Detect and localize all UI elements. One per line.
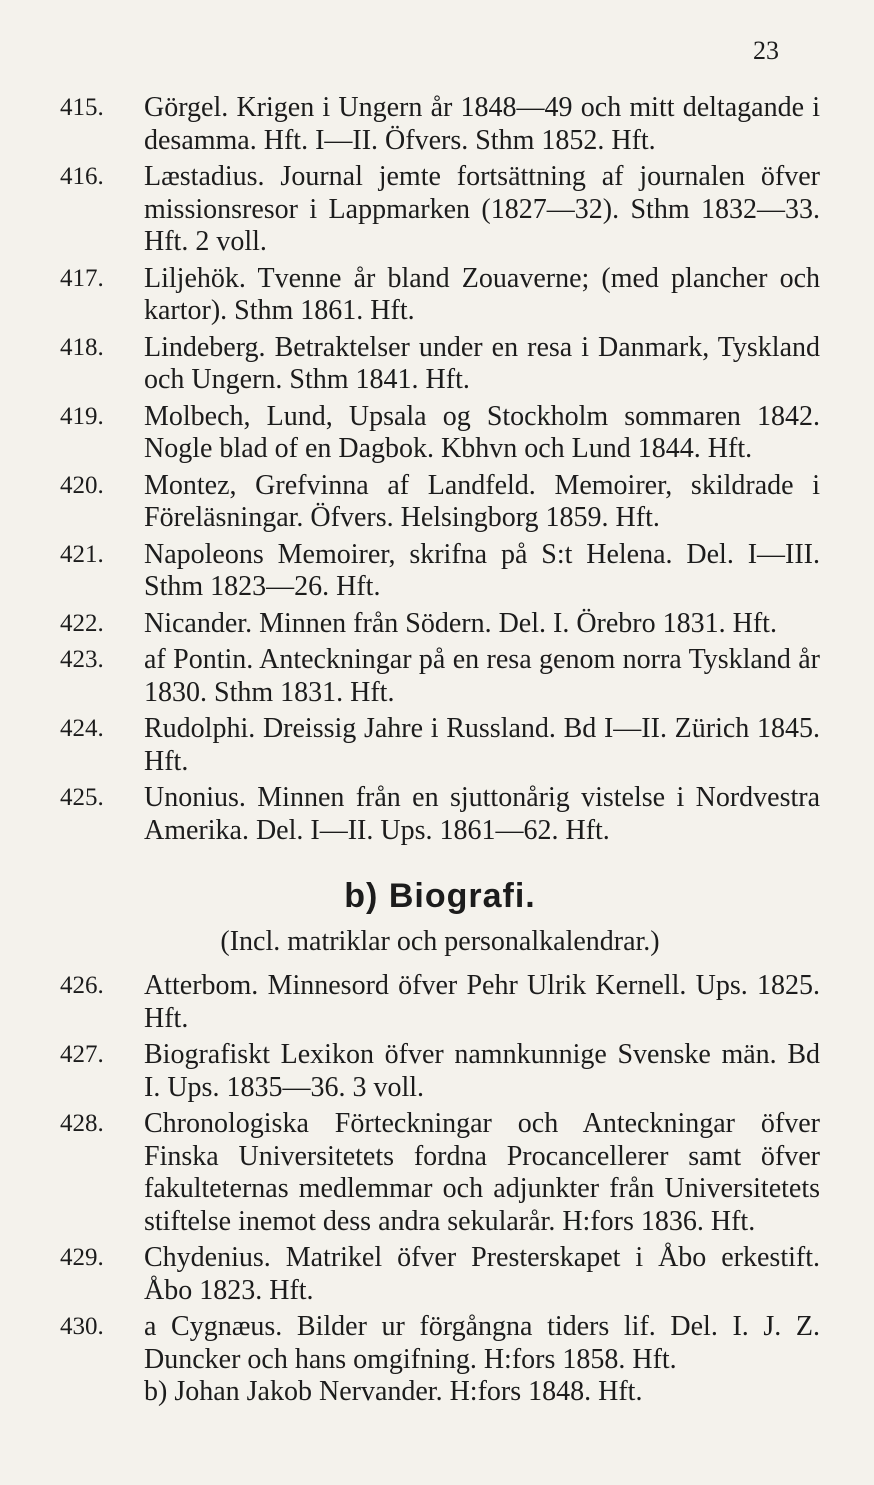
entry-number: 422.	[60, 609, 104, 637]
entry-text: Görgel. Krigen i Ungern år 1848—49 och mitt deltagande i desamma. Hft. I—II. Öfvers. Sthm 1852. Hft.	[144, 92, 820, 156]
catalog-entry	[60, 970, 820, 1035]
catalog-entry	[60, 470, 820, 535]
entry-number: 416.	[60, 163, 104, 190]
entry-text-block	[144, 608, 820, 641]
catalog-entry	[60, 608, 820, 641]
entry-text: Napoleons Memoirer, skrifna på S:t Helena. Del. I—III. Sthm 1823—26. Hft.	[144, 538, 820, 602]
catalog-entry	[60, 263, 820, 328]
entry-text-block	[144, 1108, 820, 1238]
entry-text: Nicander. Minnen från Södern. Del. I. Örebro 1831. Hft.	[144, 607, 777, 639]
entry-text-block	[144, 713, 820, 778]
catalog-entry	[60, 92, 820, 157]
entry-number: 417.	[60, 264, 104, 292]
entry-text: Liljehök. Tvenne år bland Zouaverne; (med plancher och kartor). Sthm 1861. Hft.	[144, 262, 820, 326]
entry-text-block	[144, 332, 820, 397]
catalog-entry	[60, 401, 820, 466]
entries-travel	[60, 92, 820, 847]
entry-text: Unonius. Minnen från en sjuttonårig vistelse i Nordvestra Amerika. Del. I—II. Ups. 1861—62. Hft.	[144, 782, 820, 846]
entry-text: Læstadius. Journal jemte fortsättning af journalen öfver missionsresor i Lappmarken (1827—32). Sthm 1832—33. Hft. 2 voll.	[144, 161, 820, 257]
entry-text: Biografiskt Lexikon öfver namnkunnige Svenske män. Bd I. Ups. 1835—36. 3 voll.	[144, 1039, 820, 1103]
catalog-entry	[60, 1039, 820, 1104]
entry-text-block	[144, 644, 820, 709]
entries-biography	[60, 970, 820, 1409]
catalog-entry	[60, 644, 820, 709]
entry-text-block	[144, 263, 820, 328]
page-number: 23	[753, 36, 779, 65]
entry-number: 419.	[60, 402, 104, 430]
entry-text-block	[144, 1311, 820, 1409]
entry-number: 415.	[60, 94, 104, 121]
section-heading: b) Biografi.	[344, 877, 536, 915]
catalog-entry	[60, 1242, 820, 1307]
entry-text: Montez, Grefvinna af Landfeld. Memoirer, skildrade i Föreläsningar. Öfvers. Helsingborg 1859. Hft.	[144, 469, 820, 533]
entry-number: 427.	[60, 1041, 104, 1068]
entry-number: 421.	[60, 540, 104, 568]
catalog-entry	[60, 539, 820, 604]
entry-text: Atterbom. Minnesord öfver Pehr Ulrik Kernell. Ups. 1825. Hft.	[144, 970, 820, 1034]
catalog-entry	[60, 332, 820, 397]
catalog-entry	[60, 782, 820, 847]
entry-number: 423.	[60, 646, 104, 673]
entry-number: 430.	[60, 1313, 104, 1340]
entry-text: af Pontin. Anteckningar på en resa genom norra Tyskland år 1830. Sthm 1831. Hft.	[144, 644, 820, 708]
entry-text-block	[144, 1242, 820, 1307]
entry-text: Rudolphi. Dreissig Jahre i Russland. Bd I—II. Zürich 1845. Hft.	[144, 713, 820, 777]
entry-text: Chronologiska Förteckningar och Anteckningar öfver Finska Universitetets fordna Procancellerer samt öfver fakulteternas medlemmar och adjunkter från Universitetets stiftelse inemot dess andra sekularår. H:fors 1836. Hft.	[144, 1108, 820, 1237]
entry-number: 424.	[60, 715, 104, 742]
entry-text-block	[144, 401, 820, 466]
entry-number: 426.	[60, 972, 104, 999]
catalog-entry	[60, 1108, 820, 1238]
entry-list	[60, 92, 820, 1413]
catalog-entry	[60, 161, 820, 259]
entry-number: 428.	[60, 1110, 104, 1137]
catalog-entry	[60, 1311, 820, 1409]
entry-text-block	[144, 539, 820, 604]
entry-text: a Cygnæus. Bilder ur förgångna tiders lif. Del. I. J. Z. Duncker och hans omgifning. H:fors 1858. Hft.	[144, 1311, 820, 1375]
entry-text-block	[144, 782, 820, 847]
entry-number: 420.	[60, 471, 104, 499]
entry-text-block	[144, 970, 820, 1035]
entry-subitem: b) Johan Jakob Nervander. H:fors 1848. Hft.	[144, 1376, 643, 1407]
entry-text-block	[144, 161, 820, 259]
entry-text-block	[144, 1039, 820, 1104]
entry-text-block	[144, 470, 820, 535]
entry-number: 429.	[60, 1244, 104, 1271]
entry-number: 425.	[60, 784, 104, 811]
entry-text-block	[144, 92, 820, 157]
entry-text: Chydenius. Matrikel öfver Presterskapet i Åbo erkestift. Åbo 1823. Hft.	[144, 1242, 820, 1306]
entry-text: Molbech, Lund, Upsala og Stockholm sommaren 1842. Nogle blad of en Dagbok. Kbhvn och Lund 1844. Hft.	[144, 400, 820, 464]
section-note: (Incl. matriklar och personalkalendrar.)	[220, 926, 660, 957]
entry-text: Lindeberg. Betraktelser under en resa i Danmark, Tyskland och Ungern. Sthm 1841. Hft.	[144, 331, 820, 395]
entry-number: 418.	[60, 333, 104, 361]
catalog-entry	[60, 713, 820, 778]
